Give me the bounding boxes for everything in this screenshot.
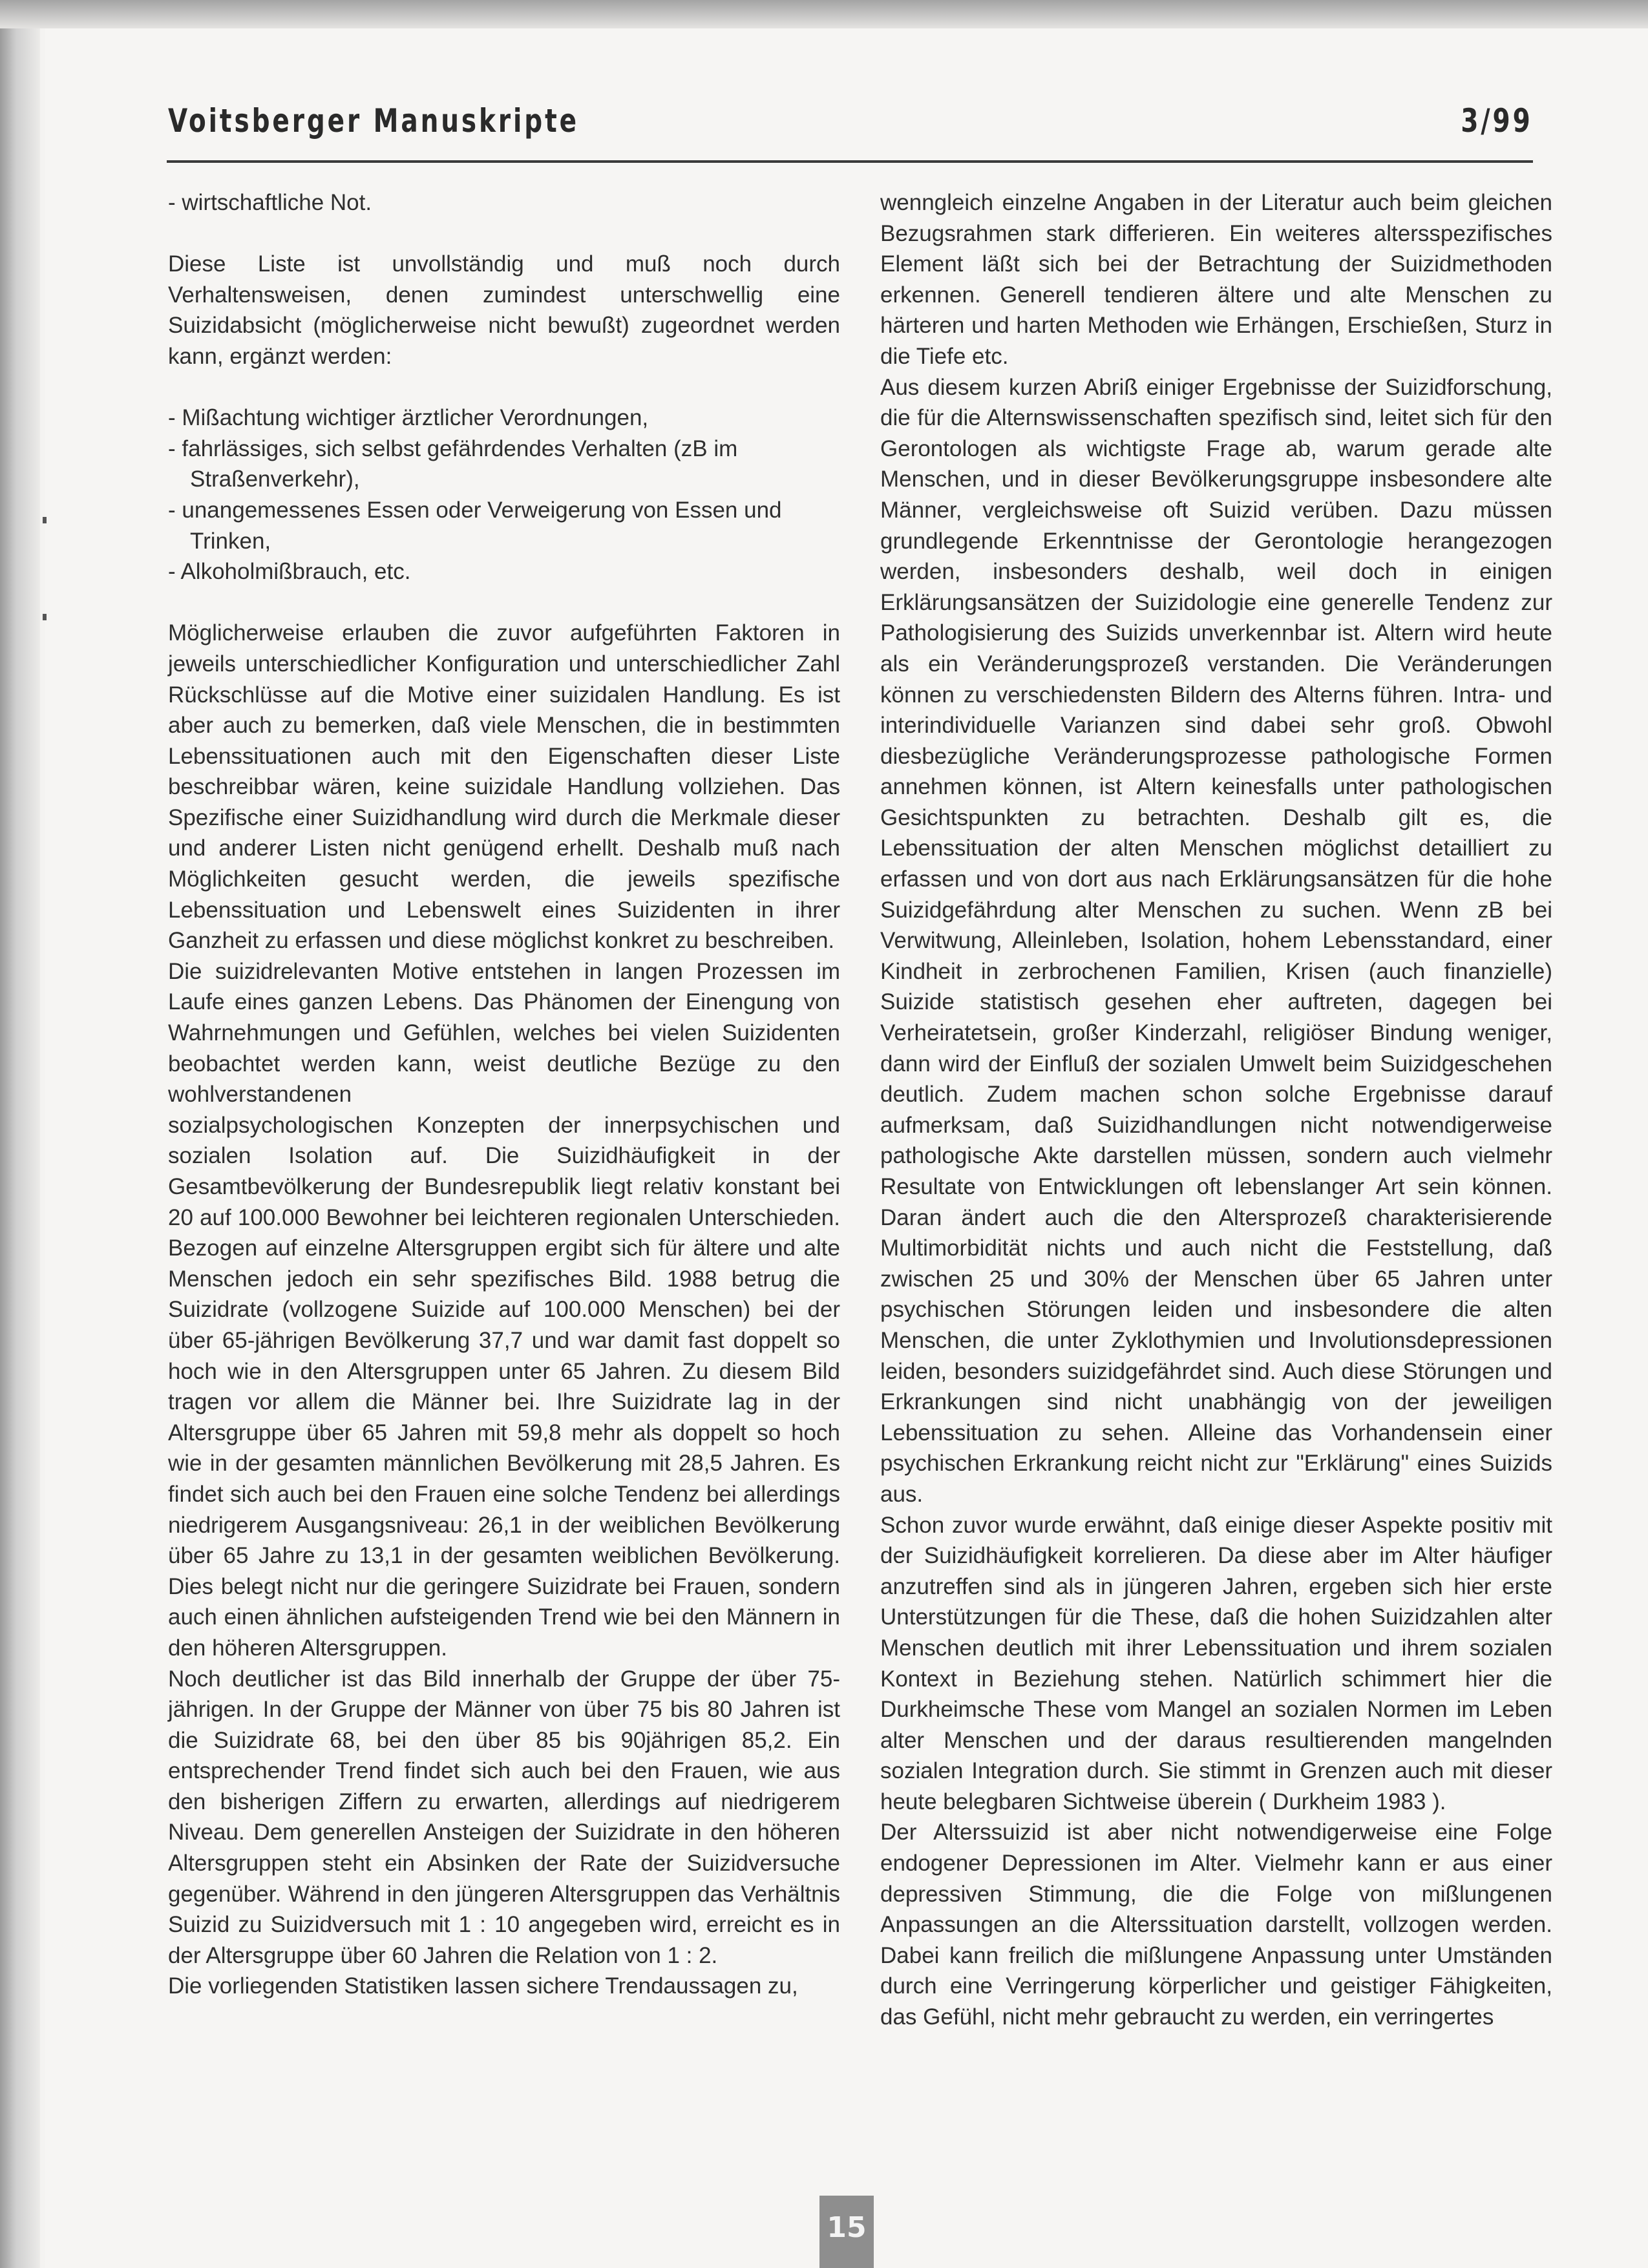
paragraph: Aus diesem kurzen Abriß einiger Ergebnisse der Suizidforschung, die für die Alternswissenschaften spezifisch sind, leitet sich für den Gerontologen als wichtigste Frage ab, warum gerade alte Menschen, und in dieser Bevölkerungsgruppe insbesondere alte Männer, vergleichsweise oft Suizid verüben. Dazu müssen grundlegende Erkenntnisse der Gerontologie herangezogen werden, insbesonders deshalb, weil doch in einigen Erklärungsansätzen der Suizidologie eine generelle Tendenz zur Pathologisierung des Suizids unverkennbar ist. Altern wird heute als ein Veränderungsprozeß verstanden. Die Veränderungen können zu verschiedensten Bildern des Alterns führen. Intra- und interindividuelle Varianzen sind dabei sehr groß. Obwohl diesbezügliche Veränderungsprozesse pathologische Formen annehmen können, ist Altern keinesfalls unter pathologischen Gesichtspunkten zu betrachten. Deshalb gilt es, die Lebenssituation der alten Menschen möglichst detailliert zu erfassen und von dort aus nach Erklärungsansätzen für die hohe Suizidgefährdung alter Menschen zu suchen. Wenn zB bei Verwitwung, Alleinleben, Isolation, hohem Lebensstandard, einer Kindheit in zerbrochenen Familien, Krisen (auch finanzielle) Suizide statistisch gesehen eher auftreten, dagegen bei Verheiratetsein, großer Kinderzahl, religiöser Bindung weniger, dann wird der Einfluß der sozialen Umwelt beim Suizidgeschehen deutlich. Zudem machen schon solche Ergebnisse darauf aufmerksam, daß Suizidhandlungen nicht notwendigerweise pathologische Akte darstellen müssen, sondern auch vielmehr Resultate von Entwicklungen oft lebenslanger Art sein können. Daran ändert auch die den Altersprozeß charakterisierende Multimorbidität nichts und auch nicht die Feststellung, daß zwischen 25 und 30% der Menschen über 65 Jahren unter psychischen Störungen leiden und insbesondere die alten Menschen, die unter Zyklothymien und Involutionsdepressionen leiden, besonders suizidgefährdet sind. Auch diese Störungen und Erkrankungen sind nicht unabhängig von der jeweiligen Lebenssituation zu sehen. Alleine das Vorhandensein einer psychischen Erkrankung reicht nicht zur "Erklärung" eines Suizids aus.: [880, 374, 1552, 1507]
list-item: - Mißachtung wichtiger ärztlicher Verordnungen,: [168, 405, 649, 431]
paragraph: Die vorliegenden Statistiken lassen sichere Trendaussagen zu,: [168, 1973, 798, 1999]
paragraph: Noch deutlicher ist das Bild innerhalb der Gruppe der über 75-jährigen. In der Gruppe der Männer von über 75 bis 80 Jahren ist die Suizidrate 68, bei den über 85 bis 90jährigen 85,2. Ein entsprechender Trend findet sich auch bei den Frauen, wie aus den bisherigen Ziffern zu erwarten, allerdings auf niedrigerem Niveau. Dem generellen Ansteigen der Suizidrate in den höheren Altersgruppen steht ein Absinken der Rate der Suizidversuche gegenüber. Während in den jüngeren Altersgruppen das Verhältnis Suizid zu Suizidversuch mit 1 : 10 angegeben wird, erreicht es in der Altersgruppe über 60 Jahren die Relation von 1 : 2.: [168, 1666, 840, 1968]
paragraph: Möglicherweise erlauben die zuvor aufgeführten Faktoren in jeweils unterschiedlicher Konfiguration und unterschiedlicher Zahl Rückschlüsse auf die Motive einer suizidalen Handlung. Es ist aber auch zu bemerken, daß viele Menschen, die in bestimmten Lebenssituationen auch mit den Eigenschaften dieser Liste beschreibbar wären, keine suizidale Handlung vollziehen. Das Spezifische einer Suizidhandlung wird durch die Merkmale dieser und anderer Listen nicht genügend erhellt. Deshalb muß nach Möglichkeiten gesucht werden, die jeweils spezifische Lebenssituation und Lebenswelt eines Suizidenten in ihrer Ganzheit zu erfassen und diese möglichst konkret zu beschreiben.: [168, 620, 840, 954]
list-item: - fahrlässiges, sich selbst gefährdendes Verhalten (zB im Straßenverkehr),: [168, 436, 738, 492]
paragraph: sozialpsychologischen Konzepten der innerpsychischen und sozialen Isolation auf. Die Suizidhäufigkeit in der Gesamtbevölkerung der Bundesrepublik liegt relativ konstant bei 20 auf 100.000 Bewohner bei leichteren regionalen Unterschieden. Bezogen auf einzelne Altersgruppen ergibt sich für ältere und alte Menschen jedoch ein sehr spezifisches Bild. 1988 betrug die Suizidrate (vollzogene Suizide auf 100.000 Menschen) bei der über 65-jährigen Bevölkerung 37,7 und war damit fast doppelt so hoch wie in den Altersgruppen unter 65 Jahren. Zu diesem Bild tragen vor allem die Männer bei. Ihre Suizidrate lag in der Altersgruppe über 65 Jahren mit 59,8 mehr als doppelt so hoch wie in der gesamten männlichen Bevölkerung mit 28,5 Jahren. Es findet sich auch bei den Frauen eine solche Tendenz bei allerdings niedrigerem Ausgangsniveau: 26,1 in der weiblichen Bevölkerung über 65 Jahre zu 13,1 in der gesamten weiblichen Bevölkerung. Dies belegt nicht nur die geringere Suizidrate bei Frauen, sondern auch einen ähnlichen aufsteigenden Trend wie bei den Männern in den höheren Altersgruppen.: [168, 1112, 840, 1661]
scan-mark: [43, 614, 47, 620]
list-item: - Alkoholmißbrauch, etc.: [168, 559, 411, 585]
paragraph: Diese Liste ist unvollständig und muß noch durch Verhaltensweisen, denen zumindest unterschwellig eine Suizidabsicht (möglicherweise nicht bewußt) zugeordnet werden kann, ergänzt werden:: [168, 251, 840, 369]
scan-shadow-top: [0, 0, 1648, 28]
journal-title: Voitsberger Manuskripte: [168, 102, 579, 140]
issue-number: 3/99: [1461, 102, 1533, 140]
page-number: 15: [819, 2196, 874, 2268]
paragraph: wenngleich einzelne Angaben in der Literatur auch beim gleichen Bezugsrahmen stark differieren. Ein weiteres altersspezifisches Element läßt sich bei der Betrachtung der Suizidmethoden erkennen. Generell tendieren ältere und alte Menschen zu härteren und harten Methoden wie Erhängen, Erschießen, Sturz in die Tiefe etc.: [880, 190, 1552, 369]
header-rule: [167, 160, 1533, 163]
left-column: [168, 187, 840, 2002]
scan-shadow-edge: [0, 0, 40, 2268]
list-item: - unangemessenes Essen oder Verweigerung von Essen und Trinken,: [168, 497, 782, 554]
paragraph: Der Alterssuizid ist aber nicht notwendigerweise eine Folge endogener Depressionen im Alter. Vielmehr kann er aus einer depressiven Stimmung, die die Folge von mißlungenen Anpassungen an die Alterssituation darstellt, vollzogen werden. Dabei kann freilich die mißlungene Anpassung unter Umständen durch eine Verringerung körperlicher und geistiger Fähigkeiten, das Gefühl, nicht mehr gebraucht zu werden, ein verringertes: [880, 1820, 1552, 2030]
paragraph: Schon zuvor wurde erwähnt, daß einige dieser Aspekte positiv mit der Suizidhäufigkeit korrelieren. Da diese aber im Alter häufiger anzutreffen sind als in jüngeren Jahren, ergeben sich hier erste Unterstützungen für die These, daß die hohen Suizidzahlen alter Menschen deutlich mit ihrer Lebenssituation und ihrem sozialen Kontext in Beziehung stehen. Natürlich schimmert hier die Durkheimsche These vom Mangel an sozialen Normen im Leben alter Menschen und der daraus resultierenden mangelnden sozialen Integration durch. Sie stimmt in Grenzen auch mit dieser heute belegbaren Sichtweise überein ( Durkheim 1983 ).: [880, 1512, 1552, 1814]
paragraph: Die suizidrelevanten Motive entstehen in langen Prozessen im Laufe eines ganzen Lebens. Das Phänomen der Einengung von Wahrnehmungen und Gefühlen, welches bei vielen Suizidenten beobachtet werden kann, weist deutliche Bezüge zu den wohlverstandenen: [168, 958, 840, 1108]
scan-mark: [43, 517, 47, 523]
list-item-last: - wirtschaftliche Not.: [168, 190, 372, 215]
right-column: [880, 187, 1552, 2033]
